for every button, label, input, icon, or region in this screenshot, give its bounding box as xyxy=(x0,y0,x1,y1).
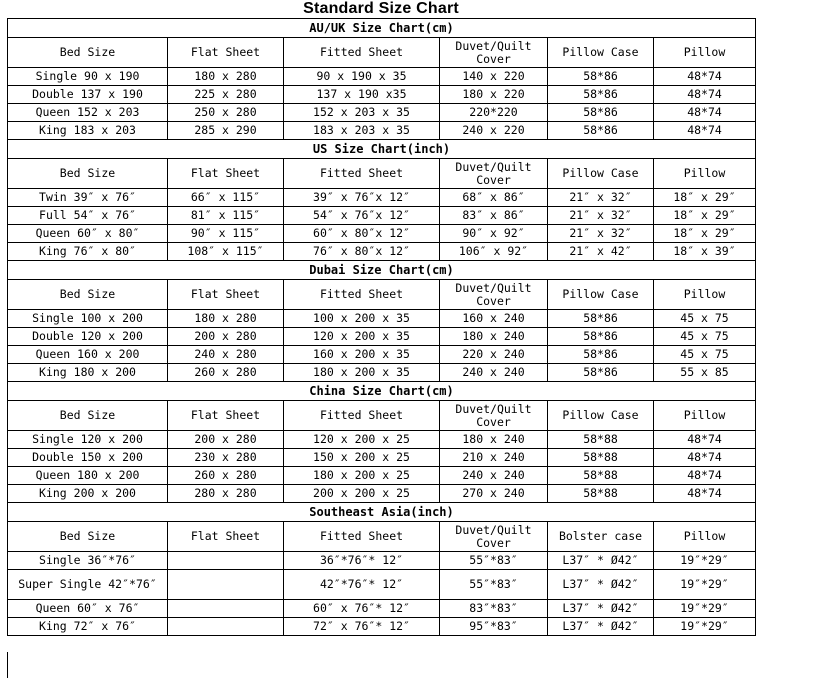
table-cell: Single 36″*76″ xyxy=(8,552,168,570)
table-cell: 58*88 xyxy=(548,449,654,467)
table-cell: 240 x 240 xyxy=(440,364,548,382)
column-header: Bolster case xyxy=(548,522,654,552)
table-row xyxy=(8,449,756,467)
table-cell: 83″ x 86″ xyxy=(440,207,548,225)
table-cell: 180 x 200 x 25 xyxy=(284,467,440,485)
table-cell: 48*74 xyxy=(654,485,756,503)
table-cell: 48*74 xyxy=(654,68,756,86)
table-cell xyxy=(168,552,284,570)
table-row xyxy=(8,207,756,225)
section-title-row xyxy=(8,382,756,401)
table-cell: 140 x 220 xyxy=(440,68,548,86)
table-cell: 180 x 220 xyxy=(440,86,548,104)
column-header-row xyxy=(8,401,756,431)
table-row xyxy=(8,431,756,449)
column-header: Pillow Case xyxy=(548,38,654,68)
table-cell: 220 x 240 xyxy=(440,346,548,364)
table-cell: 21″ x 32″ xyxy=(548,225,654,243)
table-cell: King 180 x 200 xyxy=(8,364,168,382)
column-header: Fitted Sheet xyxy=(284,401,440,431)
column-header: Flat Sheet xyxy=(168,522,284,552)
table-cell: 200 x 200 x 25 xyxy=(284,485,440,503)
table-row xyxy=(8,310,756,328)
column-header: Pillow xyxy=(654,280,756,310)
table-cell: 240 x 280 xyxy=(168,346,284,364)
table-cell: 152 x 203 x 35 xyxy=(284,104,440,122)
table-cell: 180 x 280 xyxy=(168,310,284,328)
table-cell: 230 x 280 xyxy=(168,449,284,467)
column-header: Pillow Case xyxy=(548,280,654,310)
table-cell: King 76″ x 80″ xyxy=(8,243,168,261)
column-header: Fitted Sheet xyxy=(284,522,440,552)
table-cell: 60″ x 76″* 12″ xyxy=(284,600,440,618)
table-cell: 58*86 xyxy=(548,346,654,364)
table-cell: 90″ x 92″ xyxy=(440,225,548,243)
table-cell: 18″ x 29″ xyxy=(654,207,756,225)
table-cell: Queen 160 x 200 xyxy=(8,346,168,364)
table-cell: 200 x 280 xyxy=(168,431,284,449)
size-chart-body xyxy=(8,19,756,636)
table-row xyxy=(8,570,756,600)
table-cell: 250 x 280 xyxy=(168,104,284,122)
table-row xyxy=(8,328,756,346)
table-cell: King 200 x 200 xyxy=(8,485,168,503)
table-cell xyxy=(168,600,284,618)
table-cell: 210 x 240 xyxy=(440,449,548,467)
section-title: Southeast Asia(inch) xyxy=(8,503,756,522)
table-cell: 100 x 200 x 35 xyxy=(284,310,440,328)
table-cell: 285 x 290 xyxy=(168,122,284,140)
table-row xyxy=(8,68,756,86)
table-cell: 48*74 xyxy=(654,104,756,122)
column-header: Duvet/Quilt Cover xyxy=(440,38,548,68)
table-cell: 260 x 280 xyxy=(168,467,284,485)
column-header-row xyxy=(8,280,756,310)
column-header: Bed Size xyxy=(8,38,168,68)
table-cell: 150 x 200 x 25 xyxy=(284,449,440,467)
column-header: Duvet/Quilt Cover xyxy=(440,522,548,552)
table-cell: 18″ x 29″ xyxy=(654,189,756,207)
table-row xyxy=(8,552,756,570)
table-cell: 180 x 280 xyxy=(168,68,284,86)
table-cell: 48*74 xyxy=(654,86,756,104)
table-cell: Full 54″ x 76″ xyxy=(8,207,168,225)
table-cell: Super Single 42″*76″ xyxy=(8,570,168,600)
table-cell: 58*86 xyxy=(548,104,654,122)
table-cell: 58*86 xyxy=(548,310,654,328)
table-cell: 58*86 xyxy=(548,364,654,382)
column-header: Bed Size xyxy=(8,280,168,310)
page-edge-line xyxy=(7,652,8,678)
table-cell: 240 x 240 xyxy=(440,467,548,485)
table-cell: 280 x 280 xyxy=(168,485,284,503)
table-cell: 180 x 240 xyxy=(440,328,548,346)
table-cell: Single 90 x 190 xyxy=(8,68,168,86)
column-header: Pillow xyxy=(654,401,756,431)
column-header: Bed Size xyxy=(8,522,168,552)
table-cell: 106″ x 92″ xyxy=(440,243,548,261)
table-row xyxy=(8,225,756,243)
table-cell: Double 150 x 200 xyxy=(8,449,168,467)
table-row xyxy=(8,600,756,618)
table-cell: L37″ * Ø42″ xyxy=(548,570,654,600)
section-title: US Size Chart(inch) xyxy=(8,140,756,159)
table-cell: Queen 60″ x 76″ xyxy=(8,600,168,618)
table-cell: 220*220 xyxy=(440,104,548,122)
table-cell: 95″*83″ xyxy=(440,618,548,636)
table-cell: 90″ x 115″ xyxy=(168,225,284,243)
section-title: AU/UK Size Chart(cm) xyxy=(8,19,756,38)
column-header-row xyxy=(8,522,756,552)
section-title-row xyxy=(8,19,756,38)
table-cell: Single 100 x 200 xyxy=(8,310,168,328)
table-cell: 58*88 xyxy=(548,431,654,449)
table-cell: 19″*29″ xyxy=(654,552,756,570)
table-cell: 58*88 xyxy=(548,467,654,485)
table-cell: 60″ x 80″x 12″ xyxy=(284,225,440,243)
column-header: Fitted Sheet xyxy=(284,280,440,310)
table-cell: 68″ x 86″ xyxy=(440,189,548,207)
table-cell: 18″ x 39″ xyxy=(654,243,756,261)
table-row xyxy=(8,189,756,207)
table-row xyxy=(8,122,756,140)
table-cell: 72″ x 76″* 12″ xyxy=(284,618,440,636)
table-cell: 48*74 xyxy=(654,122,756,140)
table-cell: Double 120 x 200 xyxy=(8,328,168,346)
table-cell: 55 x 85 xyxy=(654,364,756,382)
column-header-row xyxy=(8,159,756,189)
table-cell: 260 x 280 xyxy=(168,364,284,382)
section-title-row xyxy=(8,503,756,522)
table-cell: L37″ * Ø42″ xyxy=(548,618,654,636)
table-row xyxy=(8,467,756,485)
table-cell: Queen 60″ x 80″ xyxy=(8,225,168,243)
table-cell: 45 x 75 xyxy=(654,346,756,364)
table-cell: 48*74 xyxy=(654,449,756,467)
table-cell: Double 137 x 190 xyxy=(8,86,168,104)
table-cell: L37″ * Ø42″ xyxy=(548,600,654,618)
column-header: Bed Size xyxy=(8,401,168,431)
column-header: Pillow xyxy=(654,159,756,189)
column-header: Fitted Sheet xyxy=(284,159,440,189)
table-cell: 240 x 220 xyxy=(440,122,548,140)
section-title-row xyxy=(8,140,756,159)
table-cell: 58*86 xyxy=(548,328,654,346)
table-cell: Queen 180 x 200 xyxy=(8,467,168,485)
table-cell: 45 x 75 xyxy=(654,310,756,328)
page-title: Standard Size Chart xyxy=(303,0,459,17)
table-cell: 180 x 200 x 35 xyxy=(284,364,440,382)
table-cell: 21″ x 32″ xyxy=(548,189,654,207)
table-row xyxy=(8,243,756,261)
section-title: China Size Chart(cm) xyxy=(8,382,756,401)
table-cell: 45 x 75 xyxy=(654,328,756,346)
column-header-row xyxy=(8,38,756,68)
table-cell: 76″ x 80″x 12″ xyxy=(284,243,440,261)
table-cell: 183 x 203 x 35 xyxy=(284,122,440,140)
table-cell: 81″ x 115″ xyxy=(168,207,284,225)
table-cell: 83″*83″ xyxy=(440,600,548,618)
table-row xyxy=(8,485,756,503)
table-row xyxy=(8,618,756,636)
column-header: Pillow Case xyxy=(548,159,654,189)
table-cell: 58*88 xyxy=(548,485,654,503)
column-header: Pillow xyxy=(654,38,756,68)
table-row xyxy=(8,86,756,104)
table-cell: 55″*83″ xyxy=(440,570,548,600)
table-cell: Twin 39″ x 76″ xyxy=(8,189,168,207)
table-cell: 137 x 190 x35 xyxy=(284,86,440,104)
section-title-row xyxy=(8,261,756,280)
table-cell: 270 x 240 xyxy=(440,485,548,503)
column-header: Duvet/Quilt Cover xyxy=(440,159,548,189)
table-cell: Single 120 x 200 xyxy=(8,431,168,449)
table-cell: 160 x 200 x 35 xyxy=(284,346,440,364)
column-header: Pillow Case xyxy=(548,401,654,431)
column-header: Fitted Sheet xyxy=(284,38,440,68)
table-cell: 58*86 xyxy=(548,68,654,86)
size-chart-document xyxy=(7,0,755,636)
table-cell: 180 x 240 xyxy=(440,431,548,449)
column-header: Flat Sheet xyxy=(168,401,284,431)
table-cell: 19″*29″ xyxy=(654,600,756,618)
table-cell: 48*74 xyxy=(654,467,756,485)
table-cell: 36″*76″* 12″ xyxy=(284,552,440,570)
table-cell: 19″*29″ xyxy=(654,570,756,600)
table-cell xyxy=(168,618,284,636)
table-row xyxy=(8,364,756,382)
table-cell: 108″ x 115″ xyxy=(168,243,284,261)
table-cell: 48*74 xyxy=(654,431,756,449)
table-cell: 58*86 xyxy=(548,86,654,104)
table-cell: 21″ x 42″ xyxy=(548,243,654,261)
table-cell: 39″ x 76″x 12″ xyxy=(284,189,440,207)
table-cell: 160 x 240 xyxy=(440,310,548,328)
size-chart-table xyxy=(7,18,756,636)
table-cell: 18″ x 29″ xyxy=(654,225,756,243)
table-cell: King 183 x 203 xyxy=(8,122,168,140)
column-header: Duvet/Quilt Cover xyxy=(440,401,548,431)
table-row xyxy=(8,346,756,364)
table-cell: 58*86 xyxy=(548,122,654,140)
table-cell: 120 x 200 x 35 xyxy=(284,328,440,346)
column-header: Bed Size xyxy=(8,159,168,189)
table-row xyxy=(8,104,756,122)
column-header: Duvet/Quilt Cover xyxy=(440,280,548,310)
table-cell: 21″ x 32″ xyxy=(548,207,654,225)
column-header: Flat Sheet xyxy=(168,159,284,189)
table-cell: 42″*76″* 12″ xyxy=(284,570,440,600)
table-cell: 200 x 280 xyxy=(168,328,284,346)
table-cell: 54″ x 76″x 12″ xyxy=(284,207,440,225)
table-cell: 120 x 200 x 25 xyxy=(284,431,440,449)
section-title: Dubai Size Chart(cm) xyxy=(8,261,756,280)
table-cell: 66″ x 115″ xyxy=(168,189,284,207)
column-header: Flat Sheet xyxy=(168,38,284,68)
table-cell xyxy=(168,570,284,600)
column-header: Flat Sheet xyxy=(168,280,284,310)
table-cell: 55″*83″ xyxy=(440,552,548,570)
table-cell: 225 x 280 xyxy=(168,86,284,104)
table-cell: Queen 152 x 203 xyxy=(8,104,168,122)
table-cell: L37″ * Ø42″ xyxy=(548,552,654,570)
table-cell: 19″*29″ xyxy=(654,618,756,636)
table-cell: 90 x 190 x 35 xyxy=(284,68,440,86)
column-header: Pillow xyxy=(654,522,756,552)
table-cell: King 72″ x 76″ xyxy=(8,618,168,636)
